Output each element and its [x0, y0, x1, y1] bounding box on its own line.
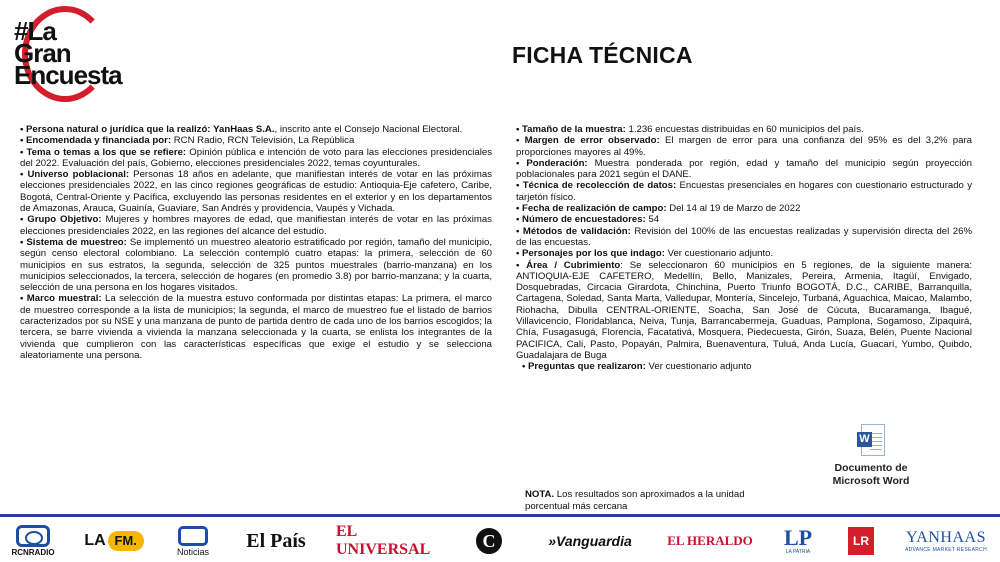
- left-item: [20, 214, 492, 237]
- item-label: Técnica de recolección de datos:: [522, 180, 677, 192]
- bullet-icon: •: [20, 236, 27, 248]
- bullet-icon: •: [516, 214, 523, 226]
- bullet-icon: •: [516, 259, 527, 271]
- item-label: Personajes por los que indago:: [522, 248, 665, 260]
- el-universal-logo: [336, 521, 446, 561]
- la-republica-logo: [846, 521, 876, 561]
- rcn-radio-text: RCNRADIO: [11, 548, 55, 557]
- noticias-text: Noticias: [176, 546, 209, 557]
- item-text: YanHaas S.A., inscrito ante el Consejo Nacional Electoral.: [213, 124, 463, 135]
- left-item: [20, 169, 492, 214]
- bullet-icon: •: [522, 361, 529, 373]
- bullet-icon: •: [516, 203, 523, 215]
- item-label: Área / Cubrimiento: [526, 259, 621, 271]
- company-name: YanHaas S.A.: [213, 124, 275, 135]
- logo-line-3: Encuesta: [14, 60, 122, 90]
- item-label: Ponderación:: [526, 157, 588, 169]
- item-text: Revisión del 100% de las encuestas realizadas y supervisión directa del 26% de las encuestas.: [516, 225, 973, 248]
- lafm-fm-text: FM.: [108, 531, 144, 551]
- el-heraldo-logo: [664, 521, 756, 561]
- bullet-icon: •: [20, 214, 28, 226]
- la-patria-logo: [778, 521, 818, 561]
- item-text: Se implementó un muestreo aleatorio estratificado por región, tamaño del municipio, según censo electoral colombiano. La selección contempló cuatro etapas: la primera, selección de 60 municipios en sus estratos, la segunda, selección de 325 puntos muestrales (barrio-manzana) en los municipios seleccionados, la tercera, selección de hogares (en promedio 3.8) por barrio-manzana; y la cuarta, selección de una persona en los hogares visitados.: [20, 236, 492, 294]
- item-text: Ver cuestionario adjunto: [645, 361, 752, 373]
- left-column: [20, 124, 492, 361]
- item-label: Encomendada y financiada por:: [26, 135, 172, 147]
- la-gran-encuesta-logo: [8, 4, 138, 104]
- item-label: Tamaño de la muestra:: [522, 124, 626, 135]
- vanguardia-text: »Vanguardia: [548, 533, 632, 549]
- word-document-icon[interactable]: [857, 424, 885, 458]
- el-pais-logo: [240, 521, 312, 561]
- attachment-label[interactable]: Documento de Microsoft Word: [832, 462, 910, 487]
- bullet-icon: •: [516, 180, 523, 192]
- left-item: [20, 237, 492, 293]
- item-text: Personas 18 años en adelante, que manifiestan interés de votar en las próximas elecciones presidenciales 2022, en las cinco regiones geográficas de estudio: Antioquia-Eje cafetero, Caribe, Bogotá, Central-Oriente y Pacífica, excluyendo las personas residentes en el exterior y en los departamentos de Amazonas, Arauca, Guainía, Guaviare, San Andrés y providencia, Vaupés y Vichada.: [20, 169, 492, 215]
- item-label: Preguntas que realizaron:: [528, 361, 646, 373]
- yanhaas-text: YANHAAS: [906, 529, 986, 546]
- bullet-icon: •: [20, 135, 27, 147]
- la-fm-logo: [84, 521, 144, 561]
- bullet-icon: •: [516, 225, 523, 237]
- right-item: [516, 158, 972, 181]
- bullet-icon: •: [516, 124, 523, 135]
- item-label: Tema o temas a los que se refiere:: [26, 146, 187, 158]
- lafm-la-text: LA: [84, 532, 106, 549]
- item-text: RCN Radio, RCN Televisión, La República: [171, 135, 355, 147]
- el-universal-text: EL UNIVERSAL: [336, 523, 431, 558]
- lp-text: LP: [783, 525, 813, 550]
- item-text: Muestra ponderada por región, edad y tamaño del municipio según proyección poblacionales para 2021 según el DANE.: [516, 157, 972, 181]
- item-text: Mujeres y hombres mayores de edad, que manifiestan interés de votar en las próximas elecciones presidenciales 2022, en las regiones del alcance del estudio.: [20, 214, 492, 237]
- yanhaas-sub-text: ADVANCE MARKET RESEARCH: [904, 547, 987, 553]
- item-text: : Se seleccionaron 60 municipios en 5 regiones, de la siguiente manera: ANTIOQUIA-EJE CAFETERO, Medellín, Bello, Manizales, Pereira, Armenia, Itagüí, Envigado, Dosquebradas, Circacia Girardota, Chinchina, Puerto Triunfo BOGOTÁ, D.C., CARIBE, Barranquilla, Cartagena, Soledad, Santa Marta, Valledupar, Montería, Sincelejo, Turbaná, Aguachica, Maicao, Malambo, Riohacha, Dibulla CENTRAL-ORIENTE, Soacha, San José de Cúcuta, Bucaramanga, Ibagué, Villavicencio, Floridablanca, Neiva, Tunja, Barrancabermeja, Guaduas, Pamplona, Sogamoso, Zipaquirá, Chía, Fusagasugá, Florencia, Facatativá, Mosquera, Piedecuesta, Girón, Suaza, Belén, Puente Nacional PACIFICA, Cali, Pasto, Popayán, Palmira, Buenaventura, Tuluá, Anda Lucía, Guacarí, Yumbo, Quibdo, Guadalajara de Buga: [516, 259, 972, 361]
- bullet-icon: •: [20, 169, 28, 181]
- right-item: [516, 248, 972, 259]
- note: [525, 489, 765, 513]
- bullet-icon: •: [516, 248, 523, 260]
- left-item: [20, 293, 492, 361]
- item-text: La selección de la muestra estuvo conformada por distintas etapas: La primera, el marco de muestreo corresponde a la lista de municipios; la segunda, el marco de muestreo fue el listado de barrios caracterizados por su NSE y una manzana de punto de partida dentro de cada uno de los barrios escogidos; la tercera, se barre vivienda a vivienda la manzana seleccionada y la cuarta, se enlista los integrantes de la vivienda que cumplieron con las características específicas que exige el estudio y se selecciona aleatoriamente una persona.: [20, 293, 493, 361]
- logo-line-1: #La: [14, 16, 56, 46]
- note-text: Los resultados son aproximados a la unidad porcentual más cercana: [525, 489, 745, 512]
- item-label: Número de encuestadores:: [522, 214, 646, 226]
- right-item: [516, 203, 972, 214]
- el-pais-text: El País: [246, 529, 306, 552]
- item-label: Marco muestral:: [26, 293, 102, 305]
- rcn-noticias-logo: [168, 521, 218, 561]
- el-colombiano-mark: C: [476, 528, 502, 554]
- item-text: 1.236 encuestas distribuidas en 60 municipios del país.: [625, 124, 864, 135]
- el-heraldo-text: EL HERALDO: [667, 533, 753, 548]
- bullet-icon: •: [516, 135, 525, 147]
- bullet-icon: •: [20, 293, 27, 305]
- item-label: Métodos de validación:: [522, 225, 631, 237]
- item-label: Grupo Objetivo:: [27, 214, 102, 226]
- right-column: [516, 124, 972, 373]
- el-colombiano-logo: [474, 521, 504, 561]
- vanguardia-logo: [540, 521, 640, 561]
- left-item: [20, 124, 492, 135]
- note-label: NOTA.: [525, 489, 555, 500]
- right-item: [516, 135, 972, 158]
- right-item: [516, 361, 972, 372]
- item-label: Margen de error observado:: [524, 135, 660, 147]
- noticias-mark-icon: [178, 526, 208, 546]
- item-label: Fecha de realización de campo:: [522, 203, 667, 215]
- bullet-icon: •: [516, 157, 527, 169]
- bullet-icon: •: [20, 124, 27, 135]
- rcn-mark-icon: [16, 525, 50, 547]
- rcn-radio-logo: [8, 521, 58, 561]
- left-item: [20, 135, 492, 146]
- word-letter-badge: W: [857, 432, 872, 447]
- item-text: 54: [645, 214, 660, 226]
- lp-sub-text: LA PATRIA: [785, 549, 811, 555]
- right-item: [516, 180, 972, 203]
- item-label: Persona natural o jurídica que la realizó:: [26, 124, 211, 135]
- item-label: Sistema de muestreo:: [26, 236, 127, 248]
- logo-line-2: Gran: [14, 38, 71, 68]
- lr-text: LR: [848, 527, 874, 555]
- yanhaas-logo: [900, 521, 992, 561]
- logo-words: [14, 16, 122, 90]
- item-text: Del 14 al 19 de Marzo de 2022: [666, 203, 801, 215]
- right-item: [516, 124, 972, 135]
- media-partners-footer: [0, 514, 1000, 562]
- item-label: Universo poblacional:: [27, 169, 130, 181]
- page-title: FICHA TÉCNICA: [512, 42, 693, 68]
- item-text: Opinión pública e intención de voto para las elecciones presidenciales del 2022. Evaluación del país, Gobierno, elecciones presidenciales 2022, temas coyunturales.: [20, 146, 492, 169]
- bullet-icon: •: [20, 146, 27, 158]
- left-item: [20, 147, 492, 170]
- right-item: [516, 226, 972, 249]
- item-text: Ver cuestionario adjunto.: [664, 248, 774, 260]
- right-item: [516, 214, 972, 225]
- item-text: Encuestas presenciales en hogares con cuestionario estructurado y tarjetón físico.: [516, 180, 973, 203]
- item-text: El margen de error para una confianza del 95% es del 3,2% para proporciones mayores al 49%.: [516, 135, 973, 158]
- right-item: [516, 260, 972, 362]
